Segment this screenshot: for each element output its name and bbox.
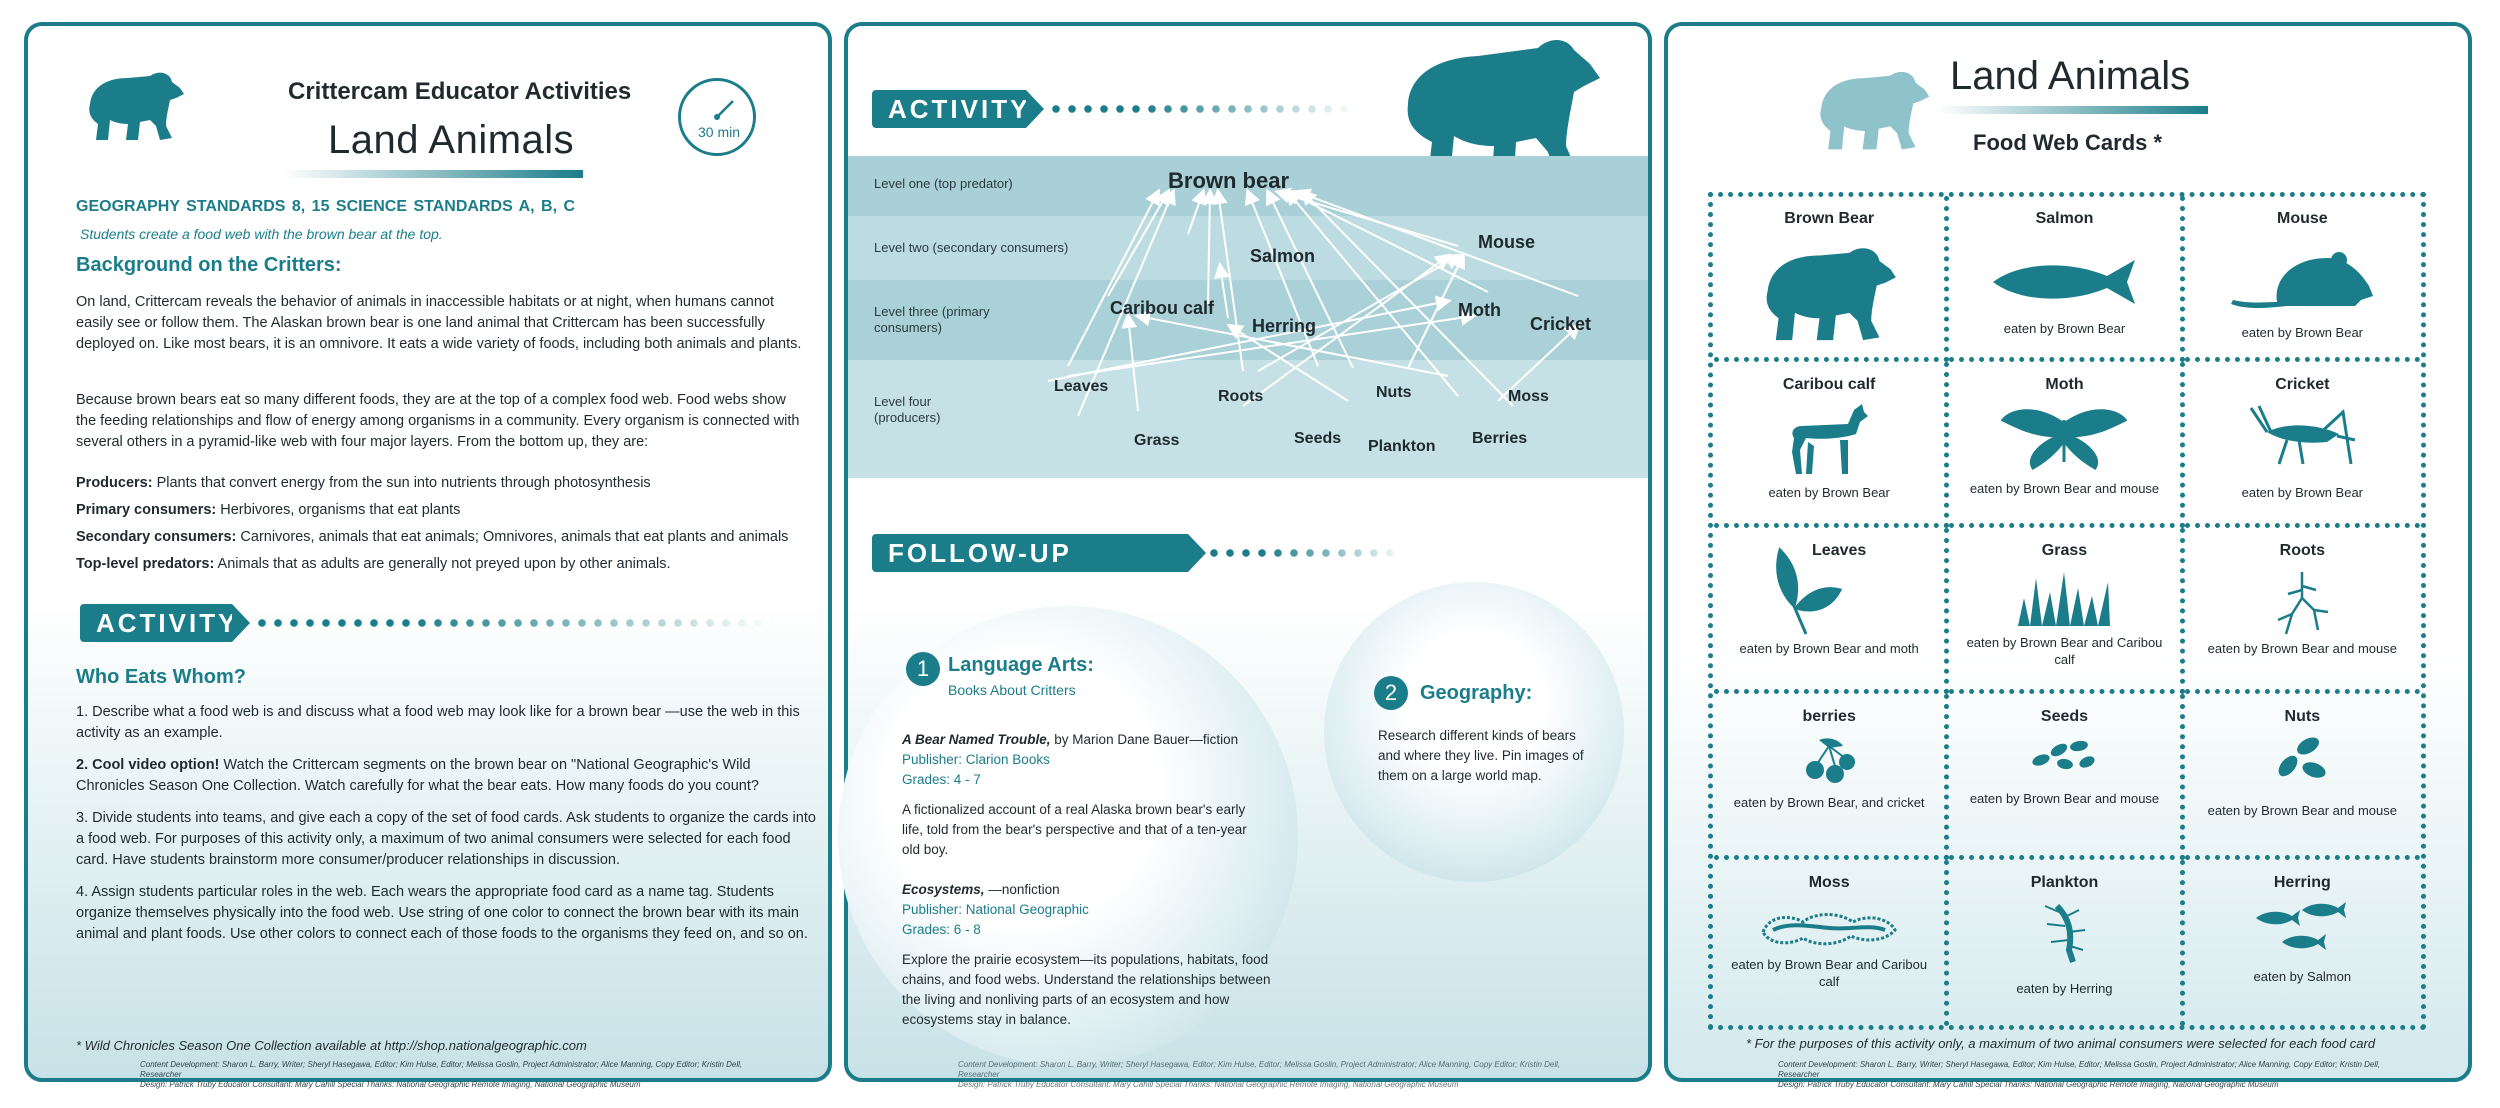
definition-item: Secondary consumers: Carnivores, animals that eat animals; Omnivores, animals that eat plants and animals: [76, 529, 789, 545]
food-card: Cricket eaten by Brown Bear: [2185, 362, 2420, 528]
food-card: Plankton eaten by Herring: [1949, 860, 2184, 1026]
step-item: 4. Assign students particular roles in the web. Each wears the appropriate food card as a name tag. Students organize themselves physically into the food web. Use string of one color to connect the brown bear with its main animal and plant foods. Use other colors to connect each of those foods to the organisms they feed on, and so on.: [76, 884, 808, 942]
food-card: Nuts eaten by Brown Bear and mouse: [2185, 694, 2420, 860]
series-subtitle: Crittercam Educator Activities: [288, 78, 632, 105]
node-cricket: Cricket: [1530, 314, 1592, 334]
definition-item: Primary consumers: Herbivores, organisms that eat plants: [76, 502, 461, 518]
timer-label: 30 min: [698, 124, 741, 140]
plankton-icon: [2039, 900, 2089, 966]
leaves-icon: [1766, 546, 1846, 636]
food-card: Leaves eaten by Brown Bear and moth: [1714, 528, 1949, 694]
food-web-arrows: [848, 156, 1648, 478]
level-label: Level four (producers): [874, 394, 941, 425]
food-web-diagram: [848, 156, 1648, 478]
food-card: Grass eaten by Brown Bear and Caribou calf: [1949, 528, 2184, 694]
activity-page-panel: [24, 22, 832, 1089]
food-card: Mouse eaten by Brown Bear: [2185, 196, 2420, 362]
activity-banner: ACTIVITY: [80, 604, 232, 642]
nuts-icon: [2272, 734, 2332, 784]
food-card: Roots eaten by Brown Bear and mouse: [2185, 528, 2420, 694]
herring-icon: [2252, 900, 2352, 956]
food-web-card-grid: [1714, 196, 2420, 1026]
berries-icon: [1799, 734, 1859, 790]
food-web-panel: [844, 22, 1652, 1089]
node-nuts: Nuts: [1376, 384, 1412, 401]
credits: Content Development: Sharon L. Barry, Writer; Sheryl Hasegawa, Editor; Kim Hulse, Editor; Melissa Goslin, Project Administrator; Alice Manning, Copy Editor; Kristin Dell, Researcher Design: Patrick Truby Educator Consultant: Mary Cahill Special Thanks: National Geographic Remote Imaging, National Geographic Museum: [140, 1060, 743, 1089]
banner-dots: [1206, 549, 1406, 557]
footnote: * Wild Chronicles Season One Collection available at http://shop.nationalgeographic.com: [76, 1038, 587, 1053]
food-card: Caribou calf eaten by Brown Bear: [1714, 362, 1949, 528]
step-number-badge: 1: [906, 652, 940, 686]
bear-silhouette-icon: [1808, 62, 1938, 154]
intro-text: Students create a food web with the brown bear at the top.: [80, 226, 443, 242]
node-leaves: Leaves: [1054, 378, 1109, 395]
level-label: Level three (primary consumers): [874, 304, 990, 335]
book-entry: A Bear Named Trouble, by Marion Dane Bauer—fiction Publisher: Clarion Books Grades: 4 - 7 A fictionalized account of a real Alaska brown bear's early life, told from the bear's perspective and that of a ten-year old boy.: [902, 732, 1247, 857]
mouse-icon: [2227, 246, 2377, 316]
moss-icon: [1759, 908, 1899, 948]
node-salmon: Salmon: [1250, 246, 1316, 266]
credits: Content Development: Sharon L. Barry, Writer; Sheryl Hasegawa, Editor; Kim Hulse, Editor; Melissa Goslin, Project Administrator; Alice Manning, Copy Editor; Kristin Dell, Researcher Design: Patrick Truby Educator Consultant: Mary Cahill Special Thanks: National Geographic Remote Imaging, National Geographic Museum: [958, 1060, 1561, 1089]
step-number-badge: 2: [1374, 676, 1408, 710]
salmon-icon: [1989, 252, 2139, 312]
cards-footnote: * For the purposes of this activity only, a maximum of two animal consumers were selected for each food card: [1746, 1036, 2376, 1051]
geography-body: Research different kinds of bears and where they live. Pin images of them on a large world map.: [1378, 728, 1584, 783]
roots-icon: [2272, 568, 2332, 638]
node-brown-bear: Brown bear: [1168, 168, 1290, 193]
geography-heading: Geography:: [1420, 682, 1533, 704]
background-paragraph-2: Because brown bears eat so many different foods, they are at the top of a complex food web. Food webs show the feeding relationships and flow of energy among organisms in a community. Every organism is connected with several others in a pyramid-like web with four major layers. From the bottom up, they are:: [76, 392, 800, 450]
node-grass: Grass: [1134, 432, 1180, 449]
food-card: Brown Bear: [1714, 196, 1949, 362]
node-moss: Moss: [1508, 388, 1549, 405]
standards-line: GEOGRAPHY STANDARDS 8, 15 SCIENCE STANDARDS A, B, C: [76, 198, 576, 215]
step-item: 3. Divide students into teams, and give each a copy of the set of food cards. Ask students to organize the cards into a food web. For purposes of this activity only, a maximum of two animal consumers were selected for each food card. Have students brainstorm more consumer/producer relationships in discussion.: [76, 810, 816, 868]
follow-up-banner: FOLLOW-UP ACTIVITIES: [872, 534, 1188, 572]
timer-icon: [678, 78, 756, 156]
cricket-icon: [2247, 402, 2357, 472]
level-label: Level two (secondary consumers): [874, 240, 1069, 255]
node-seeds: Seeds: [1294, 430, 1342, 447]
title-underline: [1938, 106, 2208, 114]
background-paragraph-1: On land, Crittercam reveals the behavior of animals in inaccessible habitats or at night, when humans cannot easily see or follow them. The Alaskan brown bear is one land animal that Crittercam has been successfully deployed on. Like most bears, it is an omnivore. It eats a wide variety of foods, including both animals and plants.: [76, 294, 802, 352]
definition-list: [76, 470, 816, 578]
banner-dots: [254, 619, 774, 627]
credits: Content Development: Sharon L. Barry, Writer; Sheryl Hasegawa, Editor; Kim Hulse, Editor; Melissa Goslin, Project Administrator; Alice Manning, Copy Editor; Kristin Dell, Researcher Design: Patrick Truby Educator Consultant: Mary Cahill Special Thanks: National Geographic Remote Imaging, National Geographic Museum: [1778, 1060, 2381, 1089]
node-herring: Herring: [1252, 316, 1317, 336]
step-item: 2. Cool video option! Watch the Crittercam segments on the brown bear on "National Geographic's Wild Chronicles Season One Collection. Watch carefully for what the bear eats. How many foods do you count?: [76, 757, 759, 794]
node-berries: Berries: [1472, 430, 1528, 447]
language-arts-subheading: Books About Critters: [948, 682, 1076, 698]
step-item: 1. Describe what a food web is and discuss what a food web may look like for a brown bear —use the web in this activity as an example.: [76, 704, 800, 741]
title-underline: [283, 170, 583, 178]
cards-page-title: Land Animals: [1950, 54, 2191, 98]
grass-icon: [2014, 568, 2114, 628]
food-card: Moss eaten by Brown Bear and Caribou calf: [1714, 860, 1949, 1026]
food-card: berries eaten by Brown Bear, and cricket: [1714, 694, 1949, 860]
bear-silhouette-icon: [80, 64, 190, 144]
level-label: Level one (top predator): [874, 176, 1013, 191]
book-entry: Ecosystems, —nonfiction Publisher: National Geographic Grades: 6 - 8 Explore the prairie ecosystem—its populations, habitats, food chains, and food webs. Understand the relationships between the living and nonliving parts of an ecosystem and how ecosystems stay in balance.: [902, 882, 1271, 1027]
node-caribou-calf: Caribou calf: [1110, 298, 1215, 318]
seeds-icon: [2029, 734, 2099, 774]
food-card: Salmon eaten by Brown Bear: [1949, 196, 2184, 362]
definition-item: Producers: Plants that convert energy from the sun into nutrients through photosynthesis: [76, 475, 651, 491]
food-web-cards-panel: [1664, 22, 2472, 1089]
who-eats-whom-heading: Who Eats Whom?: [76, 666, 246, 688]
cards-subtitle: Food Web Cards *: [1973, 130, 2163, 155]
page-title: Land Animals: [328, 118, 575, 162]
caribou-icon: [1784, 402, 1874, 478]
food-card: Moth eaten by Brown Bear and mouse: [1949, 362, 2184, 528]
definition-item: Top-level predators: Animals that as adults are generally not preyed upon by other animals.: [76, 556, 671, 572]
node-moth: Moth: [1458, 300, 1501, 320]
food-card: Seeds eaten by Brown Bear and mouse: [1949, 694, 2184, 860]
bear-icon: [1754, 236, 1904, 346]
node-roots: Roots: [1218, 388, 1264, 405]
food-card: Herring eaten by Salmon: [2253, 874, 2352, 984]
activity-banner: ACTIVITY: [872, 90, 1026, 128]
moth-icon: [1999, 402, 2129, 472]
node-plankton: Plankton: [1368, 438, 1436, 455]
background-heading: Background on the Critters:: [76, 254, 342, 276]
node-mouse: Mouse: [1478, 232, 1536, 252]
banner-dots: [1048, 105, 1358, 113]
language-arts-heading: Language Arts:: [948, 654, 1094, 676]
activity-steps: [76, 702, 816, 956]
